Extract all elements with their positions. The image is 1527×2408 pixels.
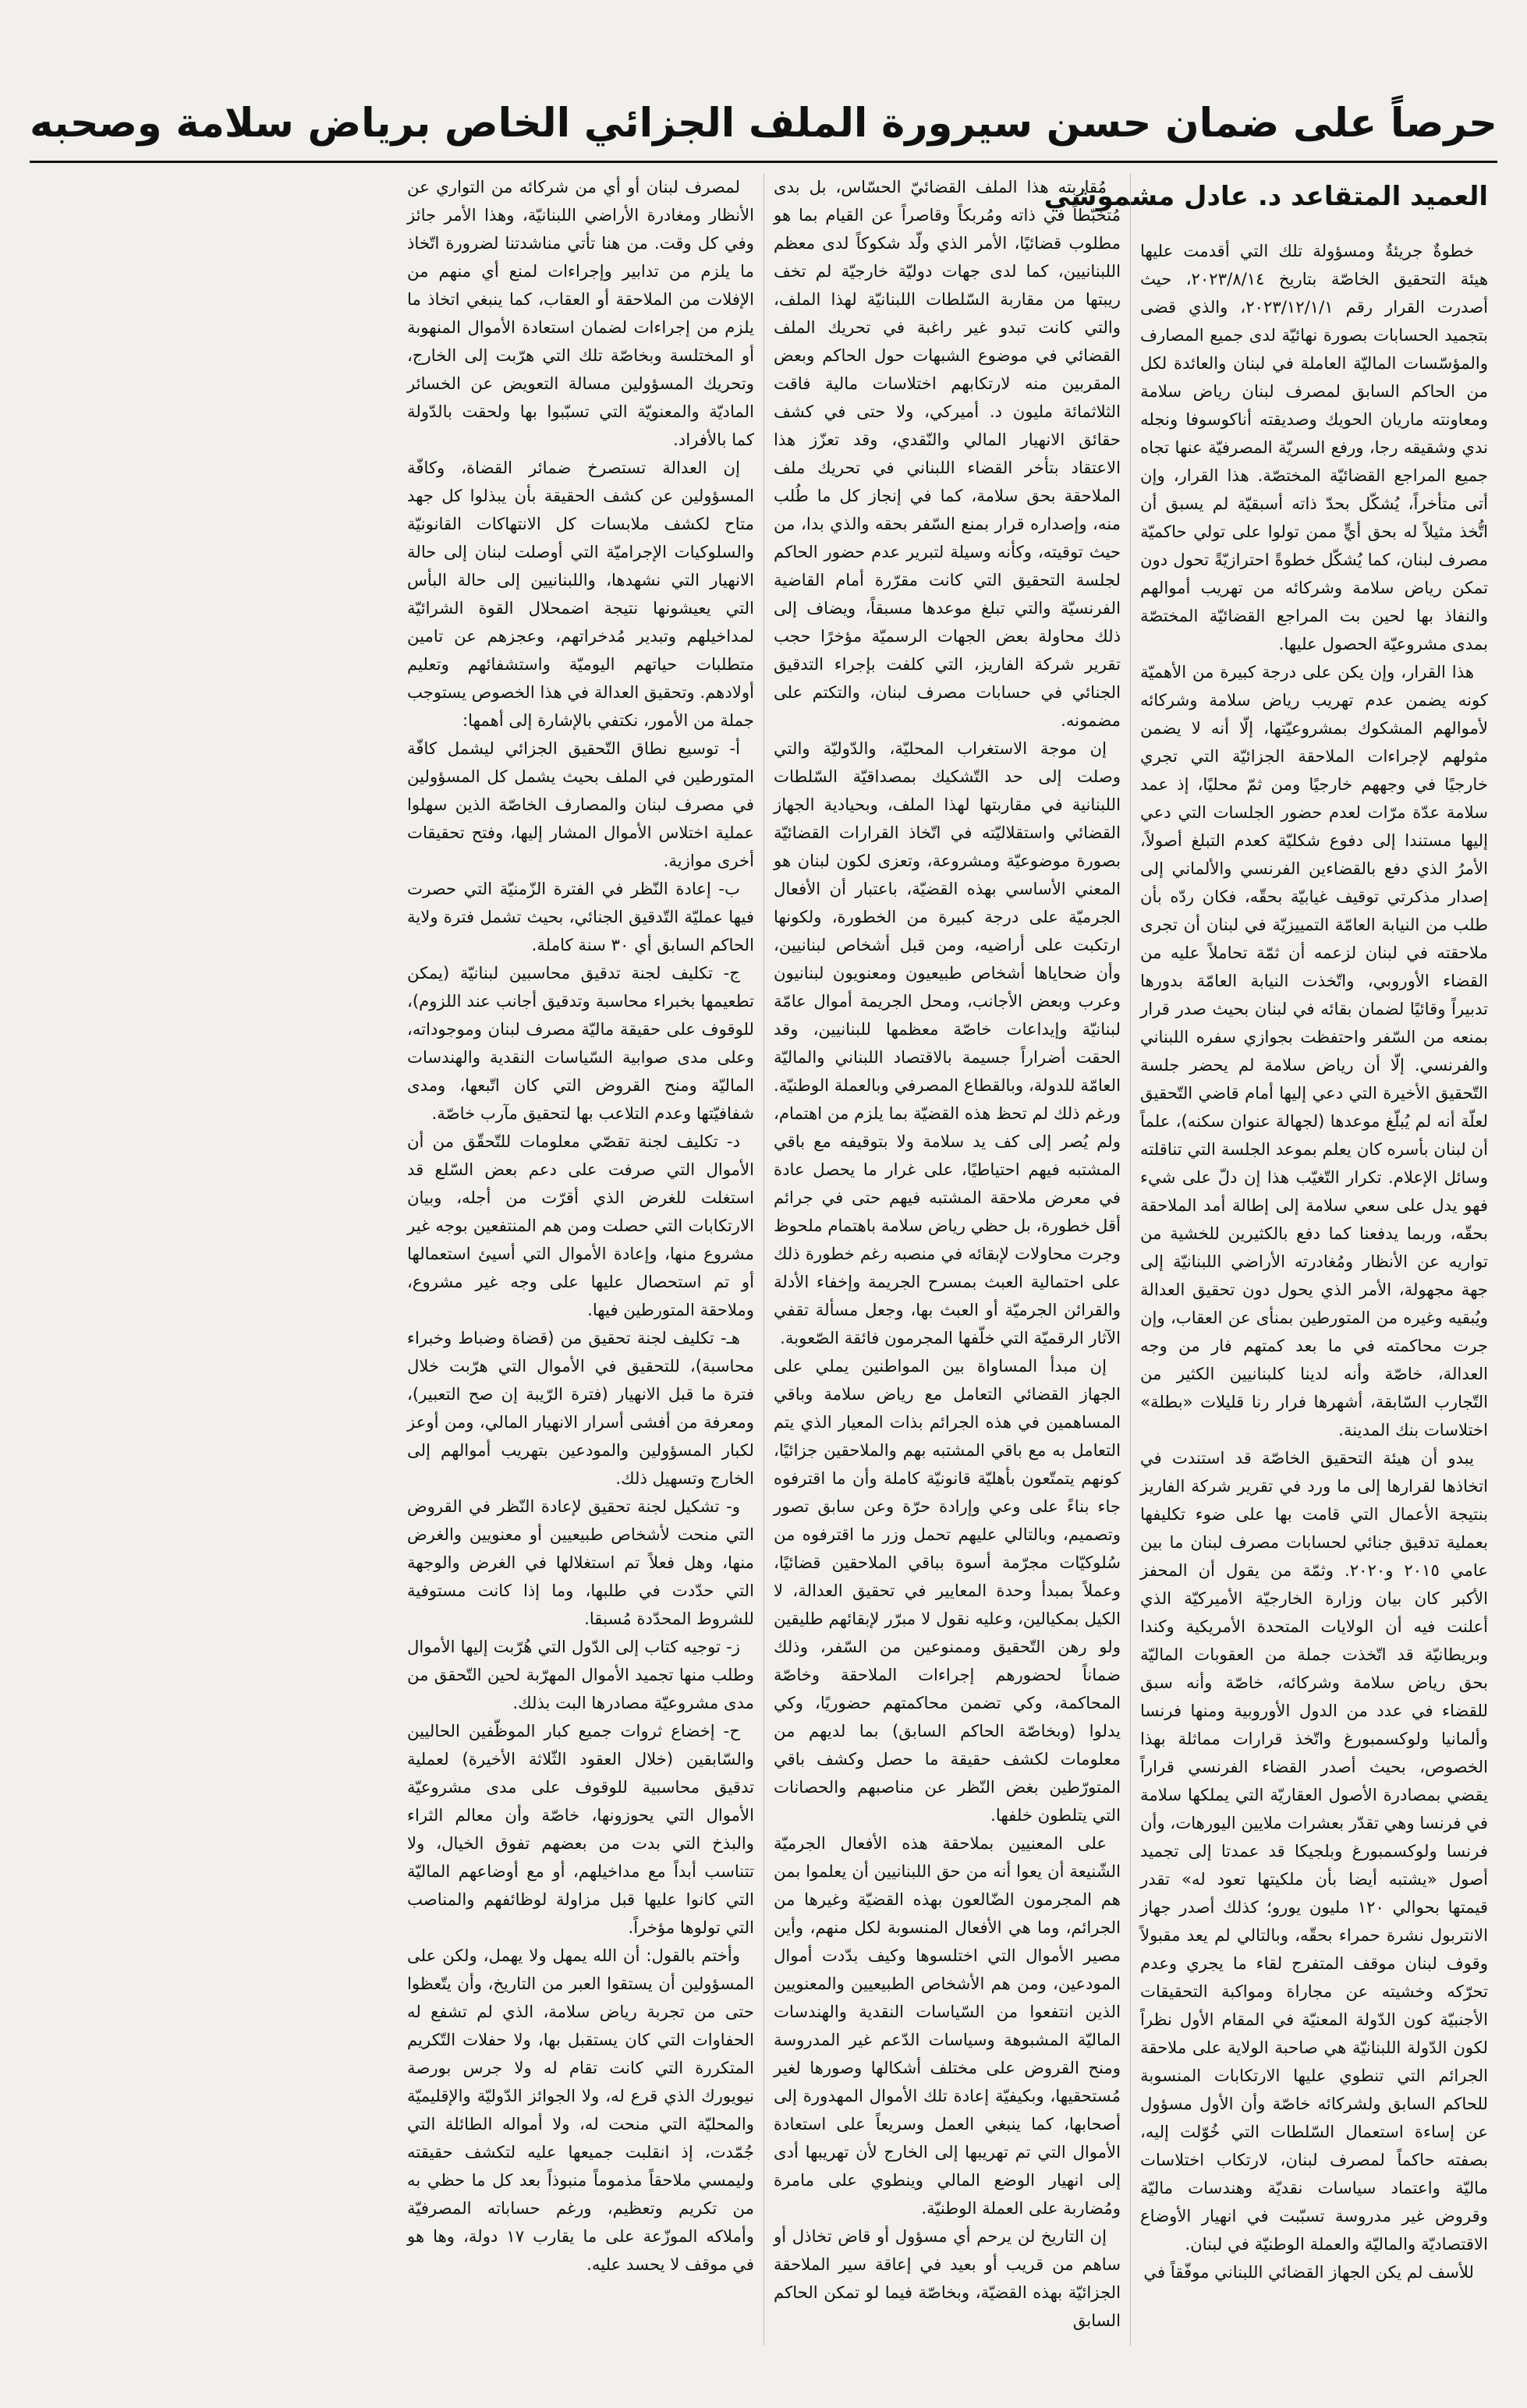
list-item: ز- توجيه كتاب إلى الدّول التي هُرّبت إليها الأموال وطلب منها تجميد الأموال المهرّبة لحين التّحقق من مدى مشروعيّة مصادرها البت بذلك.	[407, 1637, 754, 1712]
paragraph: للأسف لم يكن الجهاز القضائي اللبناني موفّقاً في	[1143, 2262, 1474, 2282]
list-item: هـ- تكليف لجنة تحقيق من (قضاة وضباط وخبراء محاسبة)، للتحقيق في الأموال التي هرّبت خلال فترة ما قبل الانهيار (فترة الرّيبة إن صح التعبير)، ومعرفة من أفشى أسرار الانهيار المالي، ومن أوعز لكبار المسؤولين والمودعين بتهريب أموالهم إلى الخارج وتسهيل ذلك.	[407, 1328, 754, 1488]
author-byline: العميد المتقاعد د. عادل مشموشي	[1043, 181, 1488, 212]
list-item: د- تكليف لجنة تقصّي معلومات للتّحقّق من أن الأموال التي صرفت على دعم بعض السّلع قد استغلت للغرض الذي أقرّت من أجله، وبيان الارتكابات التي حصلت ومن هم المنتفعين بوجه غير مشروع منها، وإعادة الأموال التي أسيئ استعمالها أو تم استحصال عليها على وجه غير مشروع، وملاحقة المتورطين فيها.	[407, 1131, 754, 1319]
paragraph: هذا القرار، وإن يكن على درجة كبيرة من الأهميّة كونه يضمن عدم تهريب رياض سلامة وشركائه لأموالهم المشكوك بمشروعيّتها، إلّا أنه لا يضمن مثولهم لإجراءات الملاحقة الجزائيّة التي تجري خارجيًا في وجههم خارجيًا ومن ثمّ محليًا، إذ عمد سلامة عدّة مرّات لعدم حضور الجلسات التي دعي إليها مستندا إلى دفوع شكليّة كعدم التبلغ أصولاً، الأمرُ الذي دفع بالقضاءين الفرنسي والألماني إلى إصدار مذكرتي توقيف غيابيّة بحقّه، فكان ردّه بأن طلب من النيابة العامّة التمييزيّة في لبنان أن تجرى ملاحقته في لبنان لزعمه أن ثمّة تحاملاً عليه من القضاء الأوروبي، واتّخذت النيابة العامّة بدورها تدبيراً وقائيًا لضمان بقائه في لبنان بحيث صدر قرار بمنعه من السّفر واحتفظت بجوازي سفره اللبناني والفرنسي. إلّا أن رياض سلامة لم يحضر جلسة التّحقيق الأخيرة التي دعي إليها أمام قاضي التّحقيق لعلّة أنه لم يُبلّغ موعدها (لجهالة عنوان سكنه)، علماً أن لبنان بأسره كان يعلم بموعد الجلسة التي تناقلته وسائل الإعلام. تكرار التّغيّب هذا إن دلّ على شيء فهو يدل على سعي سلامة إلى إطالة أمد الملاحقة بحقّه، وربما يدفعنا كما دفع بالكثيرين للخشية من تواريه عن الأنظار ومُغادرته الأراضي اللبنانيّة إلى جهة مجهولة، الأمر الذي يحول دون تحقيق العدالة ويُبقيه وغيره من المتورطين بمنأى عن العقاب، وإن جرت محاكمته في ما بعد كمتهم فار من وجه العدالة، خاصّة وأنه لدينا كلبنانيين الكثير من التّجارب السّابقة، أشهرها فرار رنا قليلات «بطلة» اختلاسات بنك المدينة.	[1140, 662, 1488, 1439]
article-headline: حرصاً على ضمان حسن سيرورة الملف الجزائي الخاص برياض سلامة وصحبه	[30, 100, 1497, 147]
closing-paragraph: وأختم بالقول: أن الله يمهل ولا يهمل، ولكن على المسؤولين أن يستقوا العبر من التاريخ، وأن يتّعظوا حتى من تجربة رياض سلامة، الذي لم تشفع له الحفاوات التي كان يستقبل بها، ولا حفلات التّكريم المتكررة التي كانت تقام له ولا جرس بورصة نيويورك الذي قرع له، ولا الجوائز الدّوليّة والإقليميّة والمحليّة التي منحت له، ولا أمواله الطائلة التي جُمّدت، إذ انقلبت جميعها عليه لتكشف حقيقته وليمسي ملاحقاً مذموماً منبوذاً بعد كل ما حظي به من تكريم وتعظيم، ورغم حساباته المصرفيّة وأملاكه الموزّعة على ما يقارب ١٧ دولة، وها هو في موقف لا يحسد عليه.	[407, 1946, 754, 2274]
list-item: ح- إخضاع ثروات جميع كبار الموظّفين الحاليين والسّابقين (خلال العقود الثّلاثة الأخيرة) لعملية تدقيق محاسبية للوقوف على مدى مشروعيّة الأموال التي يحوزونها، خاصّة وأن معالم الثراء والبذخ التي بدت من بعضهم تفوق الخيال، ولا تتناسب أبداً مع مداخيلهم، أو مع أوضاعهم الماليّة التي كانوا عليها قبل مزاولة لوظائفهم والمناصب التي تولوها مؤخراً.	[407, 1721, 754, 1937]
list-item: و- تشكيل لجنة تحقيق لإعادة النّظر في القروض التي منحت لأشخاص طبيعيين أو معنويين والغرض منها، وهل فعلاً تم استغلالها في الغرض والوجهة التي حدّدت في طلبها، وما إذا كانت مستوفية للشروط المحدّدة مُسبقا.	[407, 1496, 754, 1628]
paragraph: على المعنيين بملاحقة هذه الأفعال الجرميّة الشّنيعة أن يعوا أنه من حق اللبنانيين أن يعلموا بمن هم المجرمون الضّالعون بهذه القضيّة وغيرها من الجرائم، وما هي الأفعال المنسوبة لكل منهم، وأين مصير الأموال التي اختلسوها وكيف بدّدت أموال المودعين، ومن هم الأشخاص الطبيعيين والمعنويين الذين انتفعوا من السّياسات النقدية والهندسات الماليّة المشبوهة وسياسات الدّعم غير المدروسة ومنح القروض على مختلف أشكالها وصورها لغير مُستحقيها، وبكيفيّة إعادة تلك الأموال المهدورة إلى أصحابها، كما ينبغي العمل وسريعاً على استعادة الأموال التي تم تهريبها إلى الخارج لأن تهريبها أدى إلى انهيار الوضع المالي وينطوي على مامرة ومُضاربة على العملة الوطنيّة.	[774, 1833, 1121, 2218]
paragraph: إن موجة الاستغراب المحليّة، والدّوليّة والتي وصلت إلى حد التّشكيك بمصداقيّة السّلطات اللبنانية في مقاربتها لهذا الملف، وبحيادية الجهاز القضائي واستقلاليّته في اتّخاذ القرارات القضائيّة بصورة موضوعيّة ومشروعة، وتعزى لكون لبنان هو المعني الأساسي بهذه القضيّة، باعتبار أن الأفعال الجرميّة على درجة كبيرة من الخطورة، ولكونها ارتكبت على أراضيه، ومن قبل أشخاص لبنانيين، وأن ضحاياها أشخاص طبيعيون ومعنويون لبنانيون وعرب وبعض الأجانب، ومحل الجريمة أموال عامّة لبنانيّة وإيداعات خاصّة معظمها للبنانيين، وقد الحقت أضراراً جسيمة بالاقتصاد اللبناني والماليّة العامّة للدولة، وبالقطاع المصرفي وبالعملة الوطنيّة. ورغم ذلك لم تحظ هذه القضيّة بما يلزم من اهتمام، ولم يُصر إلى كف يد سلامة ولا بتوقيفه مع باقي المشتبه فيهم احتياطيًا، على غرار ما يحصل عادة في معرض ملاحقة المشتبه فيهم حتى في جرائم أقل خطورة، بل حظي رياض سلامة باهتمام ملحوظ وجرت محاولات لإبقائه في منصبه رغم خطورة ذلك على احتمالية العبث بمسرح الجريمة وإخفاء الأدلة والقرائن الجرميّة أو العبث بها، وجعل مسألة تقفي الآثار الرقميّة التي خلّفها المجرمون فائقة الصّعوبة.	[774, 738, 1121, 1347]
list-item: ج- تكليف لجنة تدقيق محاسبين لبنانيّة (يمكن تطعيمها بخبراء محاسبة وتدقيق أجانب عند اللزوم)، للوقوف على حقيقة ماليّة مصرف لبنان وموجوداته، وعلى مدى صوابية السّياسات النقدية والهندسات الماليّة ومنح القروض التي كان اتّبعها، ومدى شفافيّتها وعدم التلاعب بها لتحقيق مآرب خاصّة.	[407, 963, 754, 1123]
column-1	[1043, 173, 1497, 2346]
recommendations-list	[407, 735, 754, 1942]
column-2	[764, 173, 1131, 2346]
list-item: أ- توسيع نطاق التّحقيق الجزائي ليشمل كافّة المتورطين في الملف بحيث يشمل كل المسؤولين في مصرف لبنان والمصارف الخاصّة الذين سهلوا عملية اختلاس الأموال المشار إليها، وفتح تحقيقات أخرى موازية.	[407, 738, 754, 870]
paragraph: خطوةٌ جريئةٌ ومسؤولة تلك التي أقدمت عليها هيئة التحقيق الخاصّة بتاريخ ٢٠٢٣/٨/١٤، حيث أصدرت القرار رقم ٢٠٢٣/١٢/١/١، والذي قضى بتجميد الحسابات بصورة نهائيّة لدى جميع المصارف والمؤسّسات الماليّة العاملة في لبنان والعائدة لكل من الحاكم السابق لمصرف لبنان رياض سلامة ومعاونته ماريان الحويك وصديقته أناكوسوفا ونجله ندي وشقيقه رجا، ورفع السريّة المصرفيّة عنها تجاه جميع المراجع القضائيّة المختصّة. هذا القرار، وإن أتى متأخراً، يُشكّل بحدّ ذاته أسبقيّة لم يسبق أن اتُّخذ مثيلاً له بحق أيٍّ ممن تولوا على تولي حاكميّة مصرف لبنان، كما يُشكّل خطوةً احترازيّةً تحول دون تمكن رياض سلامة وشركائه من تهريب أموالهم والنفاذ بها لحين بت المراجع القضائيّة المختصّة بمدى مشروعيّة الحصول عليها.	[1140, 241, 1489, 653]
paragraph: يبدو أن هيئة التحقيق الخاصّة قد استندت في اتخاذها لقرارها إلى ما ورد في تقرير شركة الفاريز بنتيجة الأعمال التي قامت بها على ضوء تكليفها بعملية تدقيق جنائي لحسابات مصرف لبنان ما بين عامي ٢٠١٥ و٢٠٢٠. وثمّة من يقول أن المحفز الأكبر كان بيان وزارة الخارجيّة الأميركيّة الذي أعلنت فيه أن الولايات المتحدة الأمريكية وكندا وبريطانيّة قد اتّخذت جملة من العقوبات الماليّة بحق رياض سلامة وشركائه، خاصّة وأنه سبق للقضاء في عدد من الدول الأوروبية ومنها فرنسا وألمانيا ولوكسمبورغ واتّخذ قرارات مماثلة بهذا الخصوص، بحيث أصدر القضاء الفرنسي قراراً يقضي بمصادرة الأصول العقاريّة التي يملكها سلامة في فرنسا وهي تقدّر بعشرات ملايين اليورهات، وأن فرنسا ولوكسمبورغ وبلجيكا قد عمدتا إلى تجميد أصول «يشتبه أيضا بأن ملكيتها تعود له» تقدر قيمتها بحوالي ١٢٠ مليون يورو؛ كذلك أصدر جهاز الانتربول نشرة حمراء بحقّه، وبالتالي لم يعد مقبولاً وقوف لبنان موقف المتفرج لقاء ما يجري وعدم تحرّكه وخشيته عن مجاراة ومواكبة التحقيقات الأجنبيّة كون الدّولة المعنيّة في المقام الأول نظراً لكون الدّولة اللبنانيّة هي صاحبة الولاية على ملاحقة الجرائم التي تنطوي عليها الارتكابات المنسوبة للحاكم السابق ولشركائه خاصّة وأن الأول مسؤول عن إساءة استعمال السّلطات التي خُوّلت إليه، بصفته حاكماً لمصرف لبنان، لارتكاب اختلاسات ماليّة واعتماد سياسات نقديّة وهندسات ماليّة وقروض غير مدروسة تسبّبت في انهيار الأوضاع الاقتصاديّة والماليّة والعملة الوطنيّة في لبنان.	[1140, 1448, 1488, 2254]
paragraph: إن العدالة تستصرخ ضمائر القضاة، وكافّة المسؤولين عن كشف الحقيقة بأن يبذلوا كل جهد متاح لكشف ملابسات كل الانتهاكات القانونيّة والسلوكيات الإجراميّة التي أوصلت لبنان إلى حالة الانهيار التي نشهدها، واللبنانيين إلى حالة البأس التي يعيشونها نتيجة اضمحلال القوة الشرائيّة لمداخيلهم وتبدير مُدخراتهم، وعجزهم عن تامين متطلبات حياتهم اليوميّة واستشفائهم وتعليم أولادهم. وتحقيق العدالة في هذا الخصوص يستوجب جملة من الأمور، نكتفي بالإشارة إلى أهمها:	[407, 458, 754, 730]
paragraph: إن التاريخ لن يرحم أي مسؤول أو قاض تخاذل أو ساهم من قريب أو بعيد في إعاقة سير الملاحقة الجزائيّة بهذه القضيّة، وبخاصّة فيما لو تمكن الحاكم السابق	[774, 2226, 1121, 2330]
paragraph: لمصرف لبنان أو أي من شركائه من التواري عن الأنظار ومغادرة الأراضي اللبنانيّة، وهذا الأمر جائز وفي كل وقت. من هنا تأتي مناشدتنا لضرورة اتّخاذ ما يلزم من تدابير وإجراءات لمنع أي منهم من الإفلات من الملاحقة أو العقاب، كما ينبغي اتخاذ ما يلزم من إجراءات لضمان استعادة الأموال المنهوبة أو المختلسة وبخاصّة تلك التي هرّبت إلى الخارج، وتحريك المسؤولين مسالة التعويض عن الخسائر الماديّة والمعنويّة التي تسبّبوا بها ولحقت بالدّولة كما بالأفراد.	[407, 177, 754, 449]
list-item: ب- إعادة النّظر في الفترة الزّمنيّة التي حصرت فيها عمليّة التّدقيق الجنائي، بحيث تشمل فترة ولاية الحاكم السابق أي ٣٠ سنة كاملة.	[407, 879, 754, 954]
article-body	[30, 173, 1497, 2346]
headline-divider	[30, 161, 1497, 163]
paragraph: إن مبدأ المساواة بين المواطنين يملي على الجهاز القضائي التعامل مع رياض سلامة وباقي المساهمين في هذه الجرائم بذات المعيار الذي يتم التعامل به مع باقي المشتبه بهم والملاحقين جزائيًا، كونهم يتمتّعون بأهليّة قانونيّة كاملة وأن ما اقترفوه جاء بناءً على وعي وإرادة حرّة وعن سابق تصور وتصميم، وبالتالي عليهم تحمل وزر ما اقترفوه من سُلوكيّات مجرّمة أسوة بباقي الملاحقين قضائيًا، وعملاً بمبدأ وحدة المعايير في تحقيق العدالة، لا الكيل بمكيالين، وعليه نقول لا مبرّر لإبقائهم طليقين ولو رهن التّحقيق وممنوعين من السّفر، وذلك ضماناً لحضورهم إجراءات الملاحقة وخاصّة المحاكمة، وكي تضمن محاكمتهم حضوريًا، وكي يدلوا (وبخاصّة الحاكم السابق) بما لديهم من معلومات لكشف حقيقة ما حصل وكشف باقي المتورّطين بغض النّظر عن مناصبهم والحصانات التي يتلطون خلفها.	[774, 1356, 1121, 1825]
column-3	[398, 173, 764, 2346]
paragraph: مُقاربته هذا الملف القضائيّ الحسّاس، بل بدى مُتخبّطاً في ذاته ومُربكاً وقاصراً عن القيام بما هو مطلوب قضائيًا، الأمر الذي ولّد شكوكاً لدى معظم اللبنانيين، كما لدى جهات دوليّة خارجيّة لم تخف ريبتها من مقاربة السّلطات اللبنانيّة لهذا الملف، والتي كانت تبدو غير راغبة في تحريك الملف القضائي في موضوع الشبهات حول الحاكم وبعض المقربين منه لارتكابهم اختلاسات مالية فاقت الثلاثمائة مليون د. أميركي، ولا حتى في كشف حقائق الانهيار المالي والنّقدي، وقد تعزّز هذا الاعتقاد بتأخر القضاء اللبناني في تحريك ملف الملاحقة بحق سلامة، كما في إنجاز كل ما طُلب منه، وإصداره قرار بمنع السّفر بحقه والذي بدا، من حيث توقيته، وكأنه وسيلة لتبرير عدم حضور الحاكم لجلسة التحقيق التي كانت مقرّرة أمام القاضية الفرنسيّة والتي تبلغ موعدها مسبقاً، ويضاف إلى ذلك محاولة بعض الجهات الرسميّة مؤخرًا حجب تقرير شركة الفاريز، التي كلفت بإجراء التدقيق الجنائي في حسابات مصرف لبنان، والتكتم على مضمونه.	[774, 177, 1121, 730]
